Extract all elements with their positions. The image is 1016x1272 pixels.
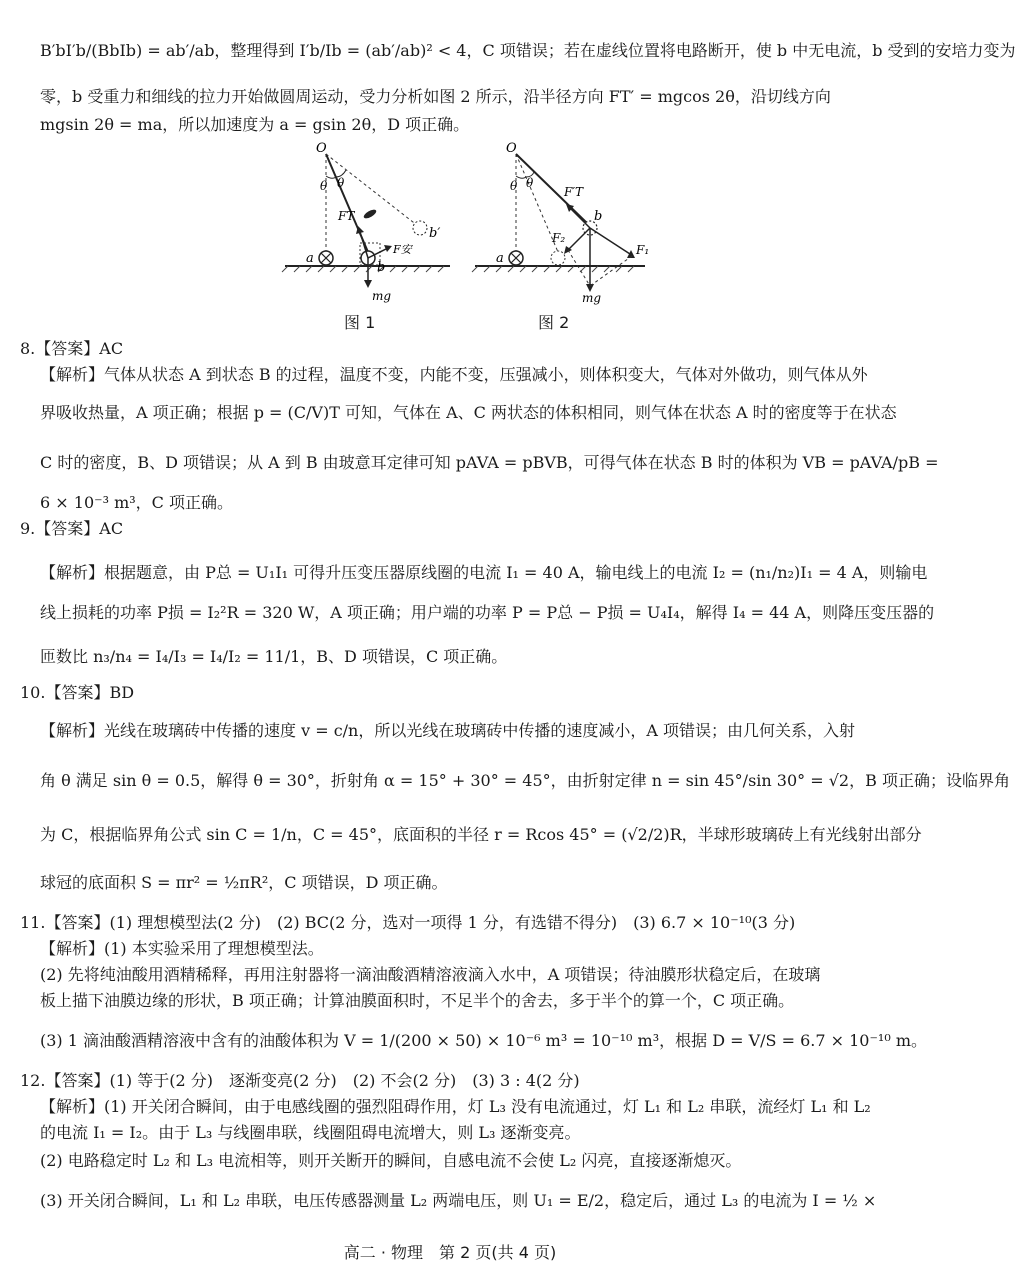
text-line: 【解析】(1) 开关闭合瞬间，由于电感线圈的强烈阻碍作用，灯 L₃ 没有电流通过，灯 L₁ 和 L₂ 串联，流经灯 L₁ 和 L₂ — [40, 1097, 871, 1116]
label-O: O — [506, 141, 517, 156]
figure-1-diagram — [280, 140, 455, 305]
label-b: b — [594, 209, 603, 224]
text-line: (2) 先将纯油酸用酒精稀释，再用注射器将一滴油酸酒精溶液滴入水中，A 项错误；待油膜形状稳定后，在玻璃 — [40, 965, 821, 984]
page-footer: 高二 · 物理 第 2 页(共 4 页) — [343, 1243, 557, 1262]
label-b-prime: b′ — [429, 226, 441, 241]
label-a: a — [496, 251, 504, 266]
label-FT: FT — [338, 209, 355, 223]
figure-2-caption: 图 2 — [538, 313, 570, 332]
label-theta: θ — [337, 176, 345, 190]
text-line: 界吸收热量，A 项正确；根据 p = (C/V)T 可知，气体在 A、C 两状态的体积相同，则气体在状态 A 时的密度等于在状态 — [40, 403, 897, 422]
text-line: 零，b 受重力和细线的拉力开始做圆周运动，受力分析如图 2 所示，沿半径方向 FT′ = mgcos 2θ，沿切线方向 — [40, 87, 831, 106]
answer-heading: 10.【答案】BD — [20, 683, 135, 702]
text-line: C 时的密度，B、D 项错误；从 A 到 B 由玻意耳定律可知 pAVA = pBVB，可得气体在状态 B 时的体积为 VB = pAVA/pB = — [40, 453, 939, 472]
text-line: 的电流 I₁ = I₂。由于 L₃ 与线圈串联，线圈阻碍电流增大，则 L₃ 逐渐变亮。 — [40, 1123, 581, 1142]
label-mg: mg — [372, 289, 392, 303]
text-line: (2) 电路稳定时 L₂ 和 L₃ 电流相等，则开关断开的瞬间，自感电流不会使 L₂ 闪亮，直接逐渐熄灭。 — [40, 1151, 742, 1170]
label-FT-prime: F′T — [564, 185, 584, 199]
text-line: B′bI′b/(BbIb) = ab′/ab，整理得到 I′b/Ib = (ab′/ab)² < 4，C 项错误；若在虚线位置将电路断开，使 b 中无电流，b 受到的安培力变为 — [40, 41, 1016, 60]
text-line: 板上描下油膜边缘的形状，B 项正确；计算油膜面积时，不足半个的舍去，多于半个的算一个，C 项正确。 — [40, 991, 795, 1010]
text-line: 【解析】根据题意，由 P总 = U₁I₁ 可得升压变压器原线圈的电流 I₁ = 40 A，输电线上的电流 I₂ = (n₁/n₂)I₁ = 4 A，则输电 — [40, 563, 928, 582]
text-line: 【解析】气体从状态 A 到状态 B 的过程，温度不变，内能不变，压强减小，则体积变大，气体对外做功，则气体从外 — [40, 365, 868, 384]
label-b: b — [377, 260, 386, 275]
answer-heading: 8.【答案】AC — [20, 339, 124, 358]
text-line: (3) 开关闭合瞬间，L₁ 和 L₂ 串联，电压传感器测量 L₂ 两端电压，则 U₁ = E/2，稳定后，通过 L₃ 的电流为 I = ½ × — [40, 1191, 877, 1210]
label-O: O — [316, 141, 327, 156]
label-Fan: F安 — [393, 243, 412, 256]
text-line: 线上损耗的功率 P损 = I₂²R = 320 W，A 项正确；用户端的功率 P = P总 − P损 = U₄I₄，解得 I₄ = 44 A，则降压变压器的 — [40, 603, 935, 622]
label-mg: mg — [582, 291, 602, 305]
answer-heading: 11.【答案】(1) 理想模型法(2 分) (2) BC(2 分，选对一项得 1 分，有选错不得分) (3) 6.7 × 10⁻¹⁰(3 分) — [20, 913, 796, 932]
label-a: a — [306, 251, 314, 266]
text-line: (3) 1 滴油酸酒精溶液中含有的油酸体积为 V = 1/(200 × 50) × 10⁻⁶ m³ = 10⁻¹⁰ m³，根据 D = V/S = 6.7 × 10⁻¹⁰ m。 — [40, 1031, 928, 1050]
text-line: mgsin 2θ = ma，所以加速度为 a = gsin 2θ，D 项正确。 — [40, 115, 470, 134]
text-line: 球冠的底面积 S = πr² = ½πR²，C 项错误，D 项正确。 — [40, 873, 448, 892]
figure-1-caption: 图 1 — [344, 313, 376, 332]
label-F1: F₁ — [636, 243, 650, 257]
text-line: 为 C，根据临界角公式 sin C = 1/n，C = 45°，底面积的半径 r = Rcos 45° = (√2/2)R，半球形玻璃砖上有光线射出部分 — [40, 825, 922, 844]
label-theta: θ — [526, 176, 534, 190]
text-line: 角 θ 满足 sin θ = 0.5，解得 θ = 30°，折射角 α = 15° + 30° = 45°，由折射定律 n = sin 45°/sin 30° = √2，B 项正确；设临界角 — [40, 771, 1010, 790]
text-line: 【解析】(1) 本实验采用了理想模型法。 — [40, 939, 324, 958]
label-theta: θ — [320, 179, 328, 193]
text-line: 【解析】光线在玻璃砖中传播的速度 v = c/n，所以光线在玻璃砖中传播的速度减小，A 项错误；由几何关系，入射 — [40, 721, 856, 740]
figure-2-diagram — [470, 140, 650, 305]
label-F2: F₂ — [552, 231, 566, 245]
answer-heading: 12.【答案】(1) 等于(2 分) 逐渐变亮(2 分) (2) 不会(2 分) (3) 3 : 4(2 分) — [20, 1071, 580, 1090]
label-theta: θ — [510, 179, 518, 193]
text-line: 6 × 10⁻³ m³，C 项正确。 — [40, 493, 233, 512]
text-line: 匝数比 n₃/n₄ = I₄/I₃ = I₄/I₂ = 11/1，B、D 项错误，C 项正确。 — [40, 647, 508, 666]
answer-heading: 9.【答案】AC — [20, 519, 124, 538]
